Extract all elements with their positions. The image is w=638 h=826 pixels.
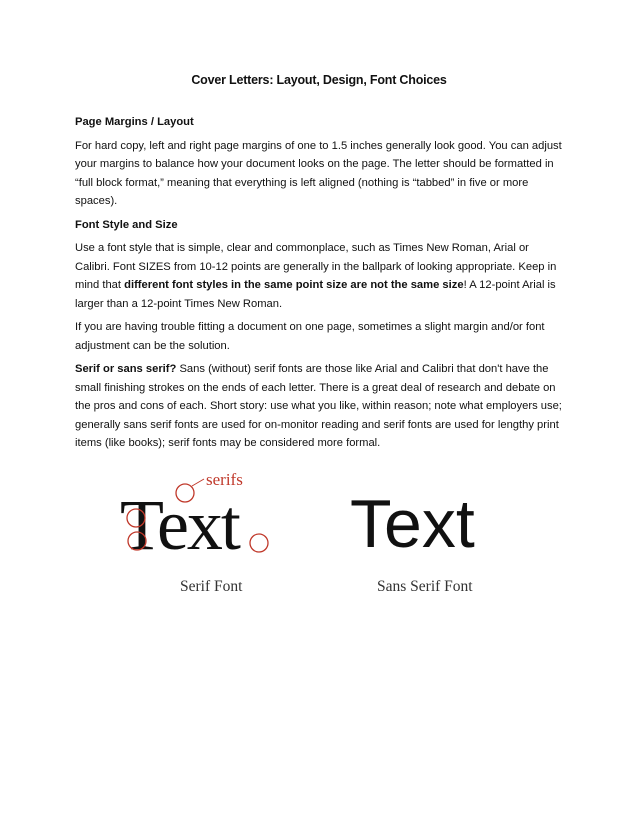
sans-serif-font-caption: Sans Serif Font xyxy=(377,578,473,595)
paragraph-font-style xyxy=(75,239,565,313)
serif-highlight-circle-x xyxy=(250,534,268,552)
serif-explanation: Sans (without) serif fonts are those like Arial and Calibri that don't have the small finishing strokes on the ends of each letter. There is a great deal of research and debate on the pros and cons of each. Short story: use what you like, within reason; note what employers use; generally sans serif fonts are used for on-monitor reading and serif fonts are used for lengthy print items (like books); serif fonts may be considered more formal. xyxy=(75,363,562,449)
section-heading-font: Font Style and Size xyxy=(75,218,178,231)
serif-text-sample: Text xyxy=(120,485,239,565)
font-style-text-2: ! A 12-point Arial is larger than a 12-point Times New Roman. xyxy=(75,279,556,310)
font-style-emphasis: different font styles in the same point size are not the same size xyxy=(124,279,464,291)
serif-question: Serif or sans serif? xyxy=(75,363,177,375)
serif-font-caption: Serif Font xyxy=(180,578,243,595)
sans-text-sample: Text xyxy=(350,486,475,562)
section-heading-margins: Page Margins / Layout xyxy=(75,116,194,128)
document-body xyxy=(75,113,565,458)
paragraph-margins: For hard copy, left and right page margins of one to 1.5 inches generally look good. You can adjust your margins to balance how your document looks on the page. The letter should be formatted in “full block format,” meaning that everything is left aligned (nothing is “tabbed” in five or more spaces). xyxy=(75,139,562,207)
font-style-text-1: Use a font style that is simple, clear and commonplace, such as Times New Roman, Arial or Calibri. Font SIZES from 10-12 points are generally in the ballpark of looking appropriate. Keep in mind that xyxy=(75,242,557,291)
serifs-label: serifs xyxy=(206,470,243,489)
paragraph-fitting: If you are having trouble fitting a document on one page, sometimes a slight margin and/or font adjustment can be the solution. xyxy=(75,321,545,352)
page-title: Cover Letters: Layout, Design, Font Choices xyxy=(191,73,447,87)
paragraph-serif xyxy=(75,360,565,453)
